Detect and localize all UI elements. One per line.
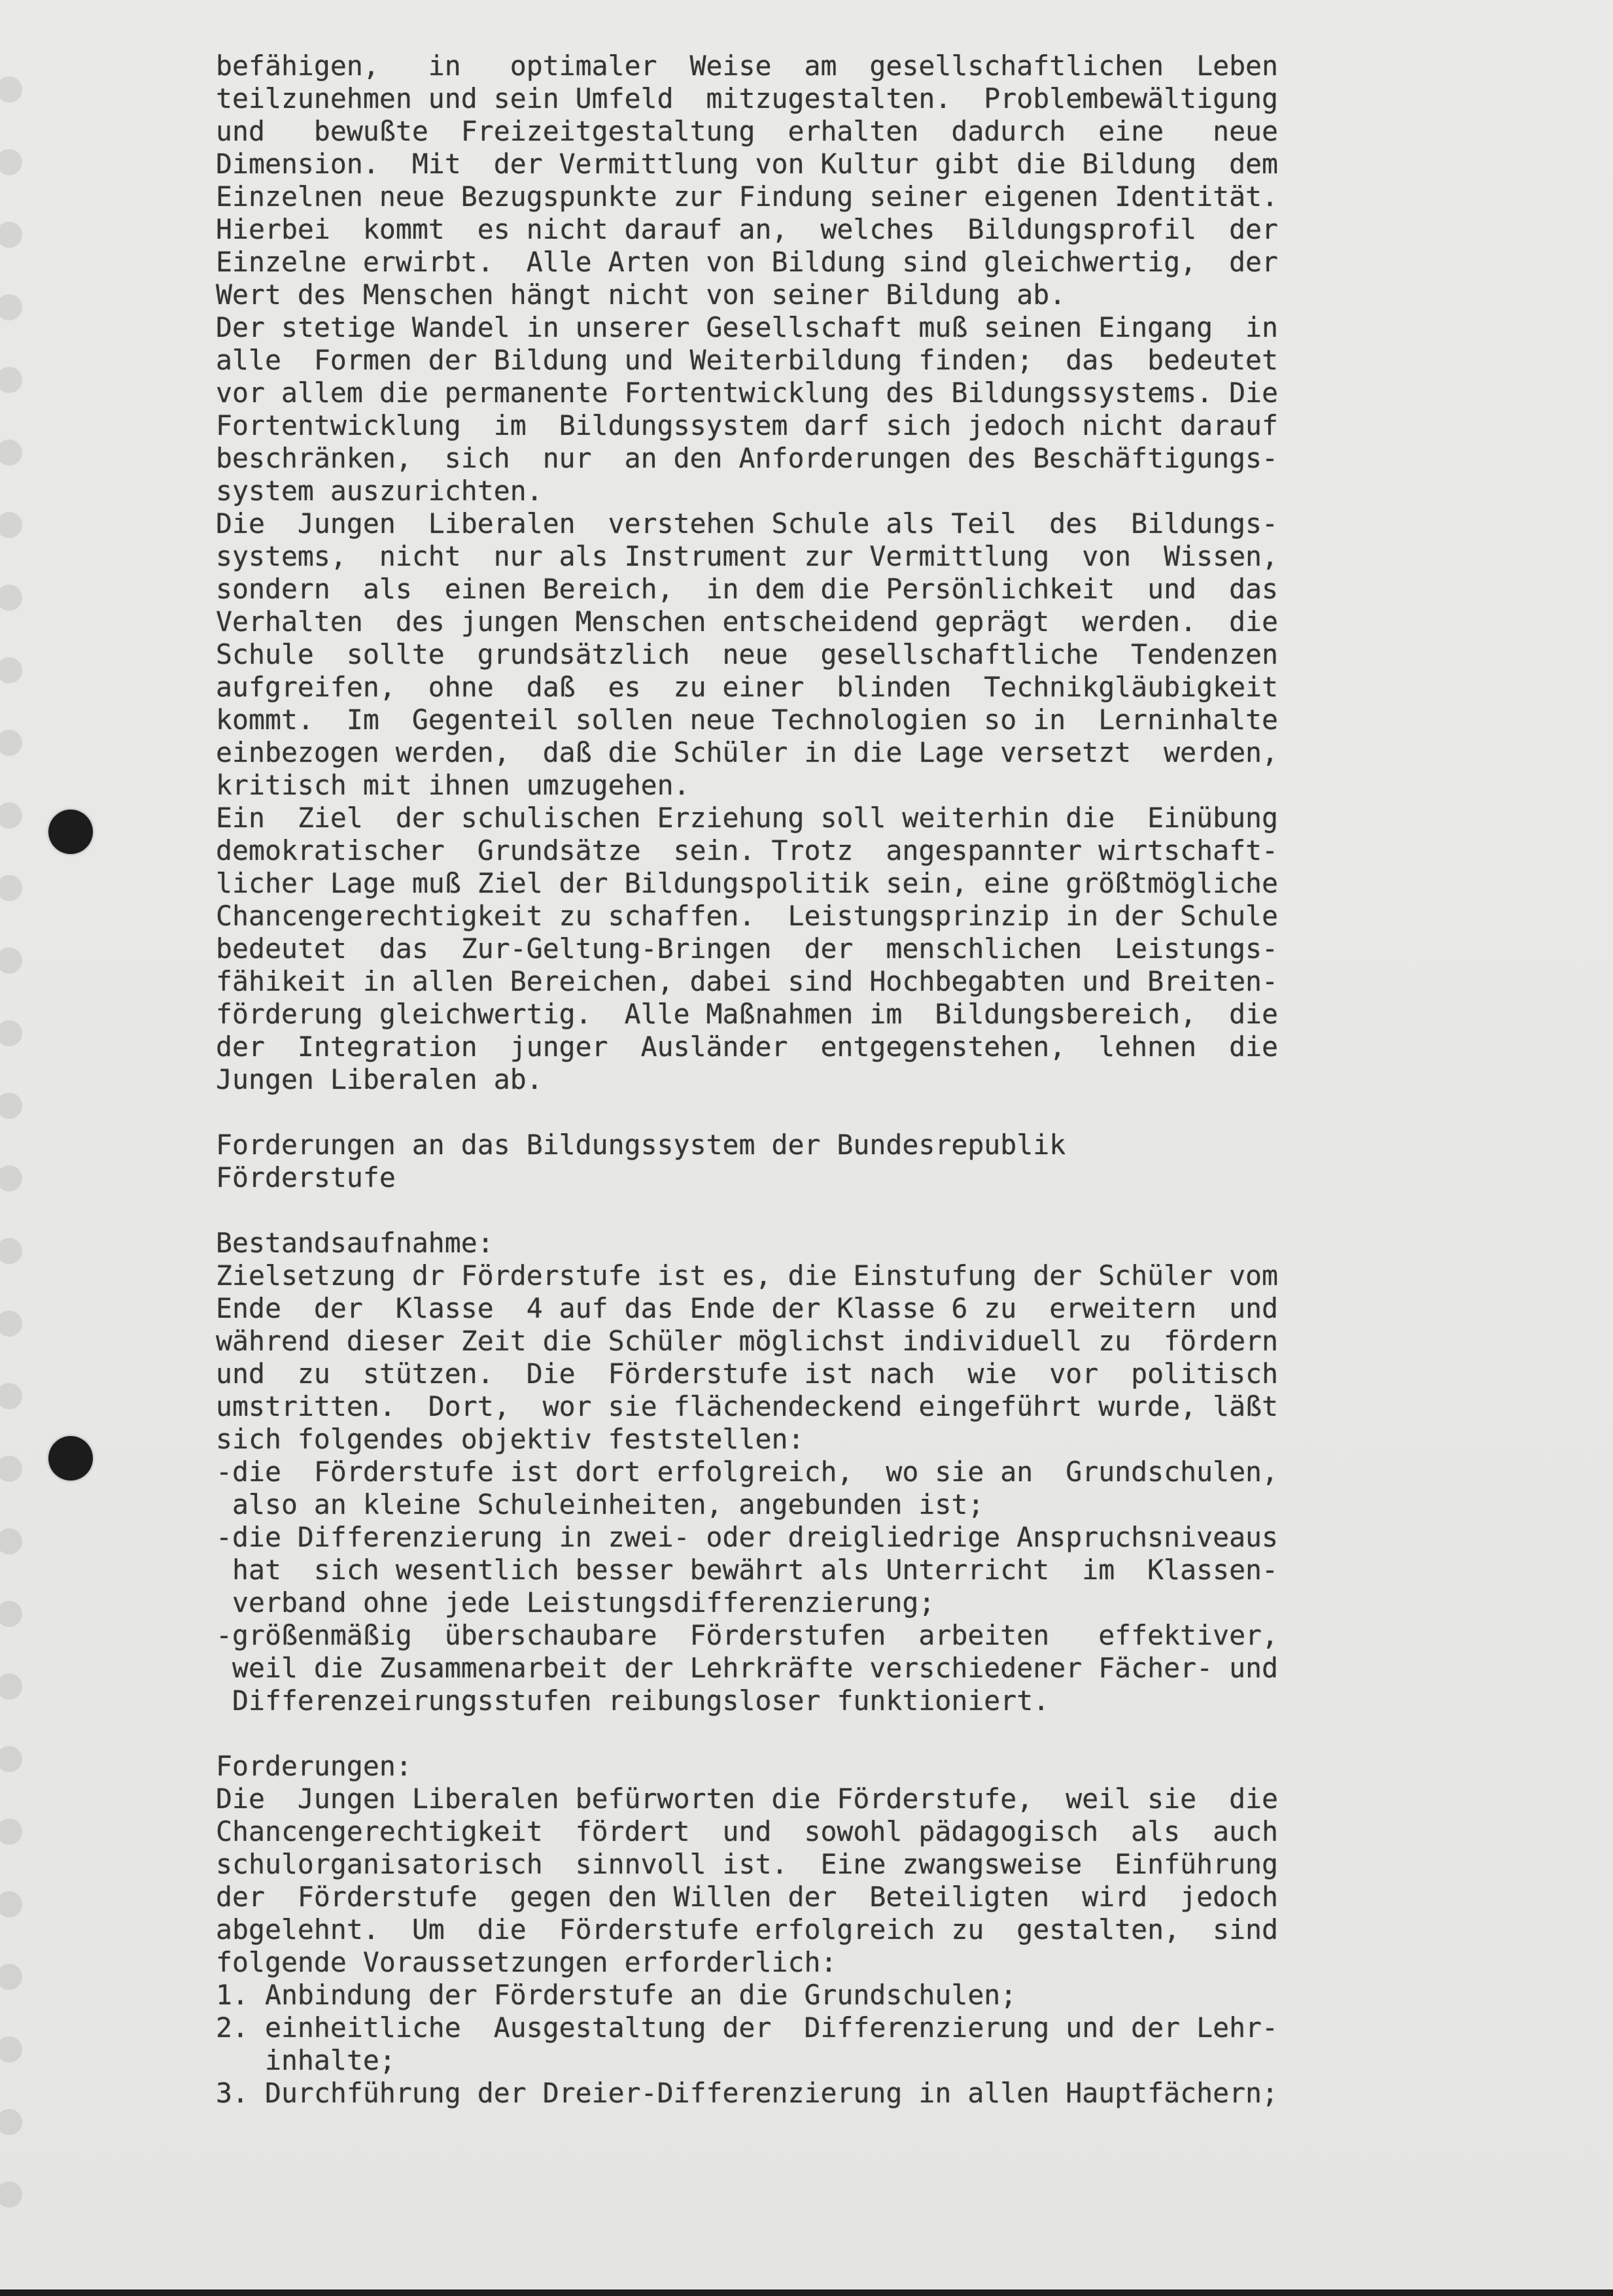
text-line: systems, nicht nur als Instrument zur Vermittlung von Wissen, — [216, 540, 1279, 572]
text-line: -die Förderstufe ist dort erfolgreich, wo sie an Grundschulen, — [216, 1456, 1279, 1488]
text-line: der Förderstufe gegen den Willen der Beteiligten wird jedoch — [216, 1881, 1279, 1913]
text-line: Chancengerechtigkeit zu schaffen. Leistungsprinzip in der Schule — [216, 900, 1279, 932]
text-line: fähikeit in allen Bereichen, dabei sind Hochbegabten und Breiten- — [216, 965, 1279, 997]
text-line: vor allem die permanente Fortentwicklung des Bildungssystems. Die — [216, 377, 1279, 409]
binder-hole-mark — [0, 294, 22, 320]
binder-hole-mark — [0, 1093, 22, 1119]
text-line: alle Formen der Bildung und Weiterbildung finden; das bedeutet — [216, 344, 1279, 376]
text-line: förderung gleichwertig. Alle Maßnahmen im Bildungsbereich, die — [216, 998, 1279, 1030]
text-line: licher Lage muß Ziel der Bildungspolitik sein, eine größtmögliche — [216, 867, 1279, 899]
scan-bottom-edge — [0, 2289, 1613, 2296]
text-line: hat sich wesentlich besser bewährt als Unterricht im Klassen- — [216, 1554, 1279, 1586]
text-line: weil die Zusammenarbeit der Lehrkräfte verschiedener Fächer- und — [216, 1652, 1279, 1684]
binder-hole-mark — [0, 1456, 22, 1482]
text-line: und zu stützen. Die Förderstufe ist nach wie vor politisch — [216, 1358, 1279, 1390]
text-line: Bestandsaufnahme: — [216, 1227, 494, 1259]
binder-hole-mark — [0, 948, 22, 974]
text-line: Einzelne erwirbt. Alle Arten von Bildung sind gleichwertig, der — [216, 246, 1279, 278]
text-line: Wert des Menschen hängt nicht von seiner Bildung ab. — [216, 279, 1066, 311]
binder-hole-mark — [0, 1964, 22, 1990]
text-line: aufgreifen, ohne daß es zu einer blinden Technikgläubigkeit — [216, 671, 1279, 703]
binder-hole-mark — [0, 222, 22, 248]
text-line: befähigen, in optimaler Weise am gesellschaftlichen Leben — [216, 50, 1279, 82]
text-line: bedeutet das Zur-Geltung-Bringen der menschlichen Leistungs- — [216, 933, 1279, 965]
text-line — [216, 1194, 1278, 1227]
binder-hole-mark — [0, 657, 22, 683]
text-line: Forderungen: — [216, 1750, 412, 1782]
text-line: Einzelnen neue Bezugspunkte zur Findung seiner eigenen Identität. — [216, 180, 1279, 213]
text-line: und bewußte Freizeitgestaltung erhalten dadurch eine neue — [216, 115, 1279, 147]
text-line: Schule sollte grundsätzlich neue gesellschaftliche Tendenzen — [216, 638, 1279, 670]
text-line: -die Differenzierung in zwei- oder dreigliedrige Anspruchsniveaus — [216, 1521, 1279, 1553]
binder-hole-mark — [0, 439, 22, 466]
binder-hole-mark — [0, 149, 22, 175]
text-line: Hierbei kommt es nicht darauf an, welches Bildungsprofil der — [216, 213, 1279, 245]
text-line: 3. Durchführung der Dreier-Differenzierung in allen Hauptfächern; — [216, 2077, 1279, 2109]
binder-hole-mark — [0, 730, 22, 756]
text-line: während dieser Zeit die Schüler möglichst individuell zu fördern — [216, 1325, 1279, 1357]
binder-hole-mark — [0, 1238, 22, 1264]
text-line: Die Jungen Liberalen befürworten die Förderstufe, weil sie die — [216, 1783, 1279, 1815]
binder-hole-mark — [0, 1383, 22, 1409]
text-line: 2. einheitliche Ausgestaltung der Differenzierung und der Lehr- — [216, 2012, 1279, 2044]
text-line: Differenzeirungsstufen reibungsloser funktioniert. — [216, 1685, 1050, 1717]
text-line: also an kleine Schuleinheiten, angebunden ist; — [216, 1488, 984, 1520]
text-line: abgelehnt. Um die Förderstufe erfolgreich zu gestalten, sind — [216, 1913, 1279, 1945]
text-line: sondern als einen Bereich, in dem die Persönlichkeit und das — [216, 573, 1279, 605]
text-line: verband ohne jede Leistungsdifferenzierung; — [216, 1586, 935, 1619]
text-line: Ein Ziel der schulischen Erziehung soll weiterhin die Einübung — [216, 802, 1279, 834]
text-line: kommt. Im Gegenteil sollen neue Technologien so in Lerninhalte — [216, 704, 1279, 736]
text-line: Der stetige Wandel in unserer Gesellschaft muß seinen Eingang in — [216, 311, 1279, 343]
document-text — [216, 50, 1278, 2110]
punch-hole — [48, 1436, 93, 1481]
text-line: kritisch mit ihnen umzugehen. — [216, 769, 690, 801]
text-line — [216, 1717, 1278, 1750]
binder-hole-mark — [0, 1020, 22, 1046]
text-line: 1. Anbindung der Förderstufe an die Grundschulen; — [216, 1979, 1017, 2011]
text-line: schulorganisatorisch sinnvoll ist. Eine zwangsweise Einführung — [216, 1848, 1279, 1880]
text-line: Zielsetzung dr Förderstufe ist es, die Einstufung der Schüler vom — [216, 1259, 1279, 1292]
text-line: Ende der Klasse 4 auf das Ende der Klasse 6 zu erweitern und — [216, 1292, 1279, 1324]
binder-hole-mark — [0, 2109, 22, 2135]
binder-hole-mark — [0, 1673, 22, 1700]
binder-hole-mark — [0, 1819, 22, 1845]
text-line: Die Jungen Liberalen verstehen Schule als Teil des Bildungs- — [216, 507, 1279, 540]
binder-hole-mark — [0, 1746, 22, 1772]
text-line: Chancengerechtigkeit fördert und sowohl pädagogisch als auch — [216, 1815, 1279, 1847]
text-line: beschränken, sich nur an den Anforderungen des Beschäftigungs- — [216, 442, 1279, 474]
text-line: umstritten. Dort, wor sie flächendeckend eingeführt wurde, läßt — [216, 1390, 1279, 1422]
text-line: teilzunehmen und sein Umfeld mitzugestalten. Problembewältigung — [216, 82, 1279, 114]
binder-hole-mark — [0, 1311, 22, 1337]
text-line: Forderungen an das Bildungssystem der Bundesrepublik — [216, 1129, 1066, 1161]
text-line: einbezogen werden, daß die Schüler in die Lage versetzt werden, — [216, 736, 1279, 768]
binder-hole-mark — [0, 585, 22, 611]
text-line: Förderstufe — [216, 1161, 396, 1193]
binder-hole-mark — [0, 1891, 22, 1917]
text-line — [216, 1096, 1278, 1129]
text-line: Fortentwicklung im Bildungssystem darf sich jedoch nicht darauf — [216, 409, 1279, 441]
binder-hole-mark — [0, 2182, 22, 2208]
text-line: Jungen Liberalen ab. — [216, 1063, 543, 1095]
binder-hole-mark — [0, 367, 22, 393]
binder-hole-mark — [0, 1601, 22, 1627]
text-line: sich folgendes objektiv feststellen: — [216, 1423, 805, 1455]
binder-hole-mark — [0, 1165, 22, 1191]
text-line: der Integration junger Ausländer entgegenstehen, lehnen die — [216, 1031, 1279, 1063]
text-line: system auszurichten. — [216, 475, 543, 507]
text-line: inhalte; — [216, 2044, 396, 2076]
binder-hole-mark — [0, 1528, 22, 1554]
text-line: folgende Voraussetzungen erforderlich: — [216, 1946, 837, 1978]
text-line: Verhalten des jungen Menschen entscheidend geprägt werden. die — [216, 606, 1279, 638]
text-line: Dimension. Mit der Vermittlung von Kultur gibt die Bildung dem — [216, 148, 1279, 180]
binder-hole-mark — [0, 77, 22, 103]
punch-hole — [48, 810, 93, 854]
text-line: demokratischer Grundsätze sein. Trotz angespannter wirtschaft- — [216, 834, 1279, 866]
text-line: -größenmäßig überschaubare Förderstufen arbeiten effektiver, — [216, 1619, 1279, 1651]
binder-hole-mark — [0, 2036, 22, 2063]
binder-hole-mark — [0, 875, 22, 901]
binder-hole-mark — [0, 802, 22, 829]
binder-hole-mark — [0, 512, 22, 538]
